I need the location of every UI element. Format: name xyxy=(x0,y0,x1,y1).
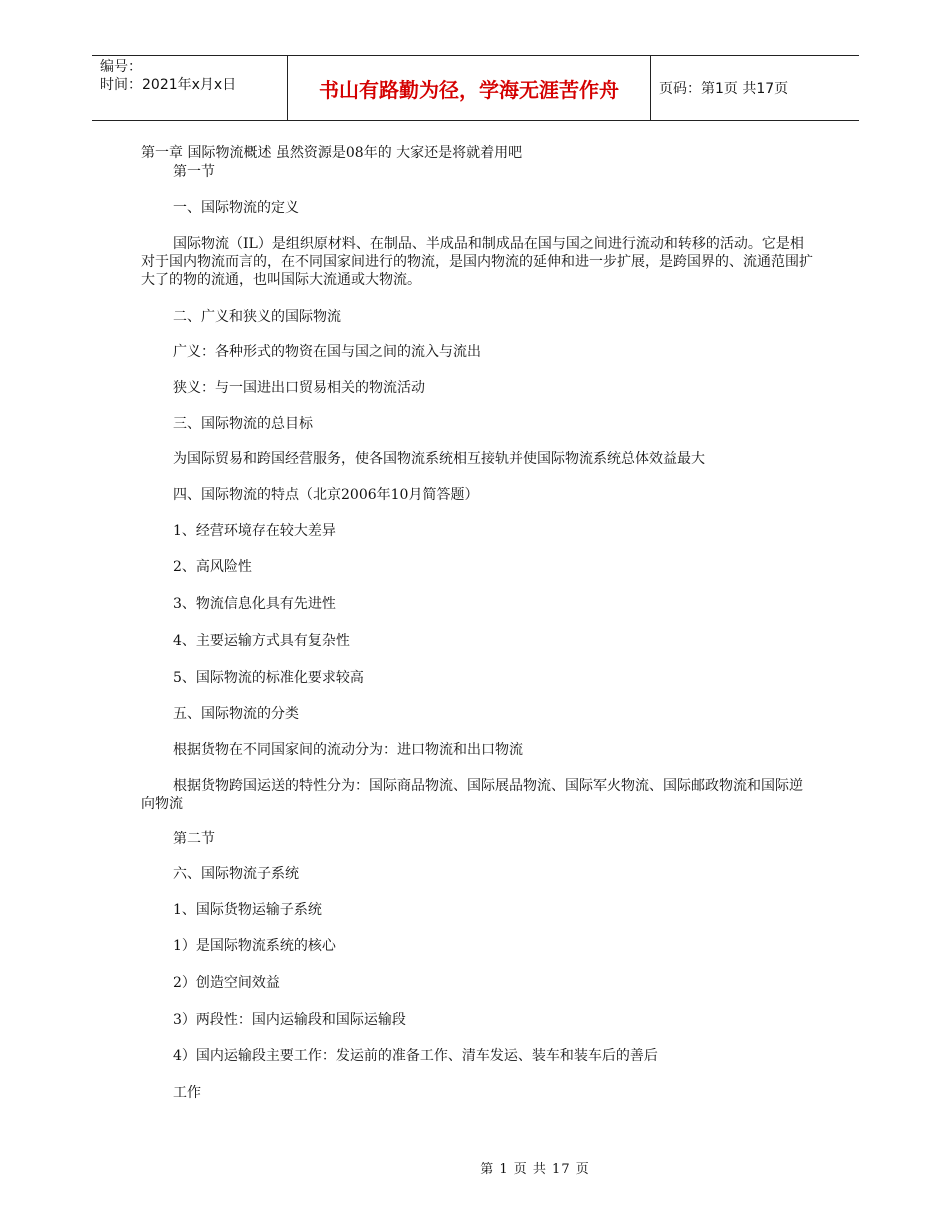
list-item: 1）是国际物流系统的核心 xyxy=(173,938,336,954)
paragraph: 狭义：与一国进出口贸易相关的物流活动 xyxy=(173,380,425,396)
header-page-info: 页码：第1页 共17页 xyxy=(659,81,789,97)
heading: 五、国际物流的分类 xyxy=(173,706,299,722)
list-item: 4）国内运输段主要工作：发运前的准备工作、清车发运、装车和装车后的善后 xyxy=(173,1048,658,1064)
list-item: 4、主要运输方式具有复杂性 xyxy=(173,633,350,649)
header-meta xyxy=(92,56,288,120)
time-label: 时间：2021年x月x日 xyxy=(100,77,237,93)
header-motto: 书山有路勤为径，学海无涯苦作舟 xyxy=(288,56,651,120)
section-heading: 第二节 xyxy=(173,831,215,847)
page-header xyxy=(92,55,859,121)
list-item: 3、物流信息化具有先进性 xyxy=(173,596,336,612)
section-heading: 第一节 xyxy=(173,164,215,180)
page-footer xyxy=(0,1158,950,1177)
paragraph: 为国际贸易和跨国经营服务，使各国物流系统相互接轨并使国际物流系统总体效益最大 xyxy=(173,451,705,467)
heading: 二、广义和狭义的国际物流 xyxy=(173,309,341,325)
heading: 一、国际物流的定义 xyxy=(173,200,299,216)
list-item: 1、国际货物运输子系统 xyxy=(173,902,322,918)
paragraph: 工作 xyxy=(173,1085,201,1101)
paragraph: 国际物流（IL）是组织原材料、在制品、半成品和制成品在国与国之间进行流动和转移的活动。它是相对于国内物流而言的，在不同国家间进行的物流，是国内物流的延伸和进一步扩展，是跨国界的、流通范围扩大了的物的流通，也叫国际大流通或大物流。 xyxy=(141,236,813,288)
number-label: 编号： xyxy=(100,59,142,75)
paragraph: 根据货物跨国运送的特性分为：国际商品物流、国际展品物流、国际军火物流、国际邮政物流和国际逆向物流 xyxy=(141,778,803,812)
list-item: 1、经营环境存在较大差异 xyxy=(173,523,336,539)
heading: 三、国际物流的总目标 xyxy=(173,416,313,432)
paragraph: 根据货物在不同国家间的流动分为：进口物流和出口物流 xyxy=(173,742,523,758)
list-item: 2）创造空间效益 xyxy=(173,975,280,991)
chapter-title: 第一章 国际物流概述 虽然资源是08年的 大家还是将就着用吧 xyxy=(141,145,523,161)
list-item: 5、国际物流的标准化要求较高 xyxy=(173,670,364,686)
list-item: 3）两段性：国内运输段和国际运输段 xyxy=(173,1012,406,1028)
paragraph: 广义：各种形式的物资在国与国之间的流入与流出 xyxy=(173,344,481,360)
list-item: 2、高风险性 xyxy=(173,559,252,575)
footer-page-number: 第 1 页 共 17 页 xyxy=(480,1162,590,1177)
heading: 六、国际物流子系统 xyxy=(173,866,299,882)
heading: 四、国际物流的特点（北京2006年10月简答题） xyxy=(173,487,479,503)
